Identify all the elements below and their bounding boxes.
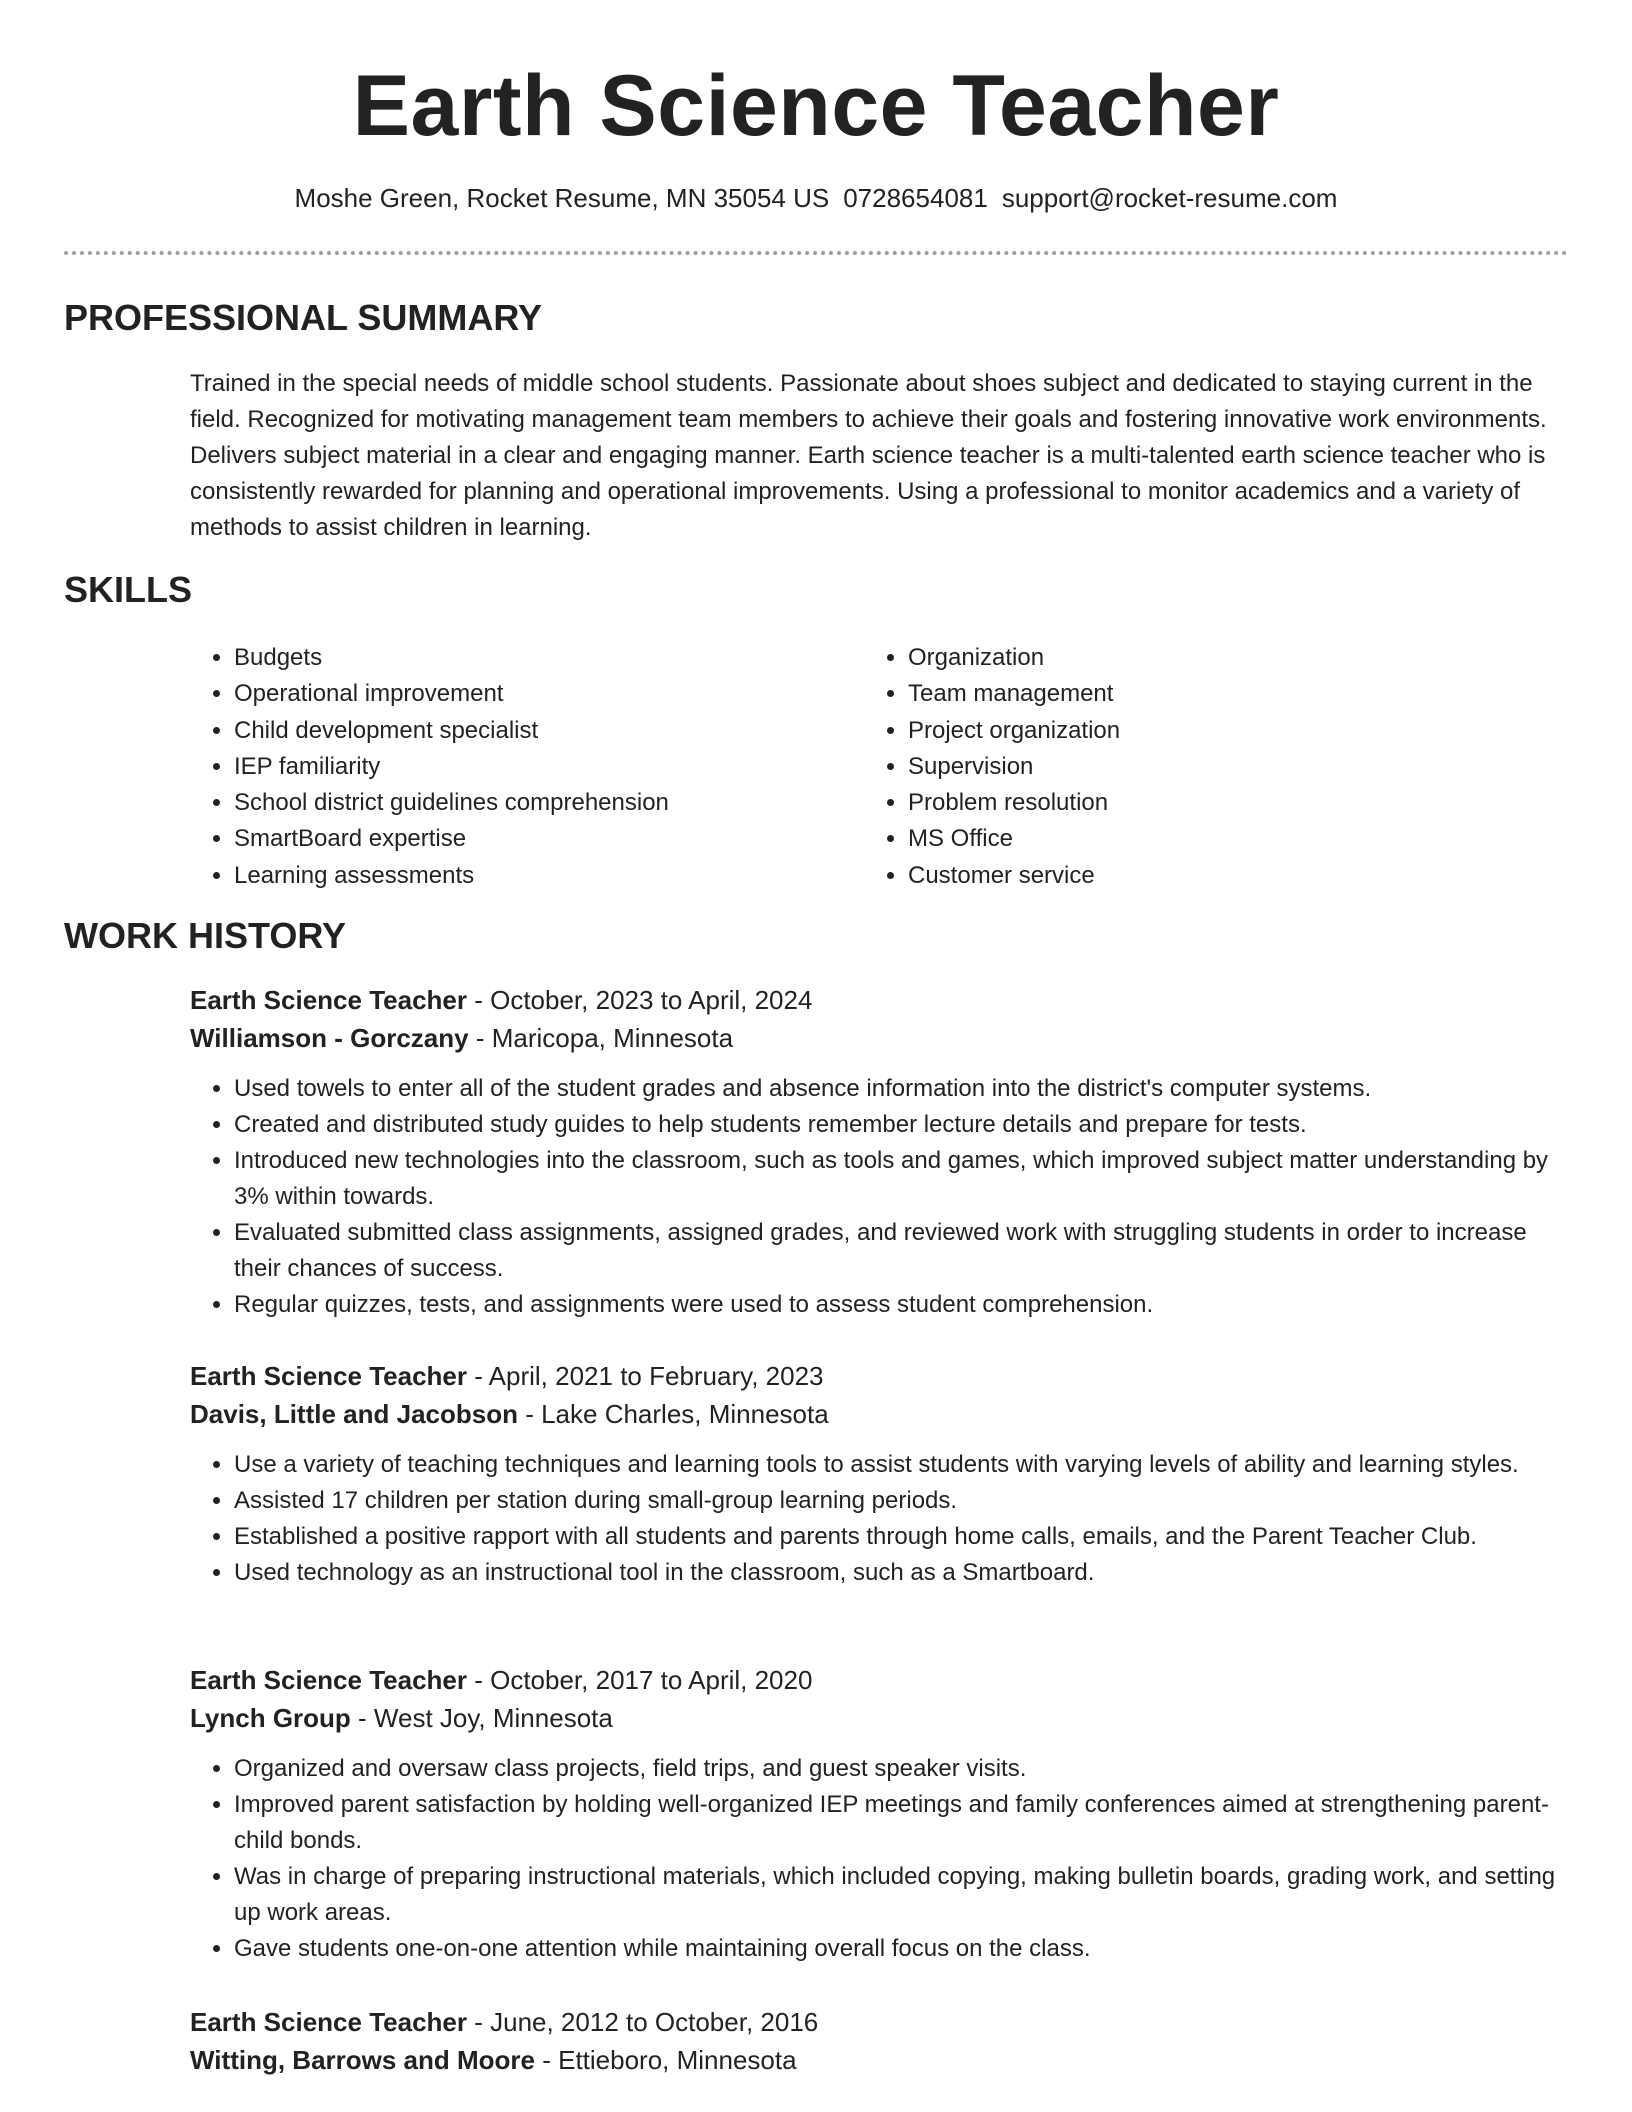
summary-text: Trained in the special needs of middle school students. Passionate about shoes subject and dedicated to staying current in the field. Recognized for motivating management team members to achieve their goals and fostering innovative work environments. Delivers subject material in a clear and engaging manner. Earth science teacher is a multi-talented earth science teacher who is consistently rewarded for planning and operational improvements. Using a professional to monitor academics and a variety of methods to assist children in learning. [190,370,1547,541]
skill-item: • Problem resolution [908,785,1120,821]
skill-item: • Customer service [908,858,1120,894]
job-company-line [190,2041,1570,2079]
skill-item: • Learning assessments [234,858,669,894]
job-bullet: • Was in charge of preparing instructional materials, which included copying, making bulletin boards, grading work, and setting up work areas. [234,1859,1574,1931]
resume-title: Earth Science Teacher [352,58,1280,154]
job-company-line [190,1699,1570,1737]
skill-item: • Team management [908,676,1120,712]
job-location: - Ettieboro, Minnesota [535,2045,797,2075]
skill-item: • IEP familiarity [234,749,669,785]
job-dates: - April, 2021 to February, 2023 [467,1361,824,1391]
job-company: Davis, Little and Jacobson [190,1399,518,1429]
job-title-line [190,2003,1570,2041]
job-dates: - October, 2017 to April, 2020 [467,1665,813,1695]
contact-email: support@rocket-resume.com [1001,183,1338,213]
job-entry [190,1661,1570,1967]
skill-item: • Supervision [908,749,1120,785]
skill-item: • Budgets [234,640,669,676]
job-role: Earth Science Teacher [190,1665,467,1695]
skill-item: • SmartBoard expertise [234,821,669,857]
job-role: Earth Science Teacher [190,985,467,1015]
job-bullet: • Use a variety of teaching techniques and learning tools to assist students with varying levels of ability and learning styles. [234,1447,1574,1483]
skills-list-left [190,640,669,894]
skills-heading: SKILLS [64,569,193,610]
job-bullet: • Used technology as an instructional tool in the classroom, such as a Smartboard. [234,1555,1574,1591]
job-title-line [190,1661,1570,1699]
job-role: Earth Science Teacher [190,1361,467,1391]
skill-item: • Project organization [908,713,1120,749]
job-dates: - June, 2012 to October, 2016 [467,2007,819,2037]
summary-heading: PROFESSIONAL SUMMARY [64,297,543,338]
job-entry [190,2003,1570,2079]
skills-list-right [864,640,1120,894]
job-title-line [190,1357,1570,1395]
job-bullet: • Assisted 17 children per station during small-group learning periods. [234,1483,1574,1519]
job-location: - Maricopa, Minnesota [468,1023,734,1053]
job-bullets [190,1071,1574,1323]
skill-item: • MS Office [908,821,1120,857]
job-entry [190,981,1570,1323]
skill-item: • Child development specialist [234,713,669,749]
work-history-heading: WORK HISTORY [64,915,347,956]
job-bullets [190,1447,1574,1591]
job-company-line [190,1019,1570,1057]
job-bullet: • Gave students one-on-one attention while maintaining overall focus on the class. [234,1931,1574,1967]
contact-phone: 0728654081 [843,183,988,213]
job-bullet: • Established a positive rapport with all students and parents through home calls, emails, and the Parent Teacher Club. [234,1519,1574,1555]
job-bullet: • Used towels to enter all of the student grades and absence information into the district's computer systems. [234,1071,1574,1107]
job-company: Witting, Barrows and Moore [190,2045,535,2075]
skill-item: • Organization [908,640,1120,676]
job-bullet: • Created and distributed study guides to help students remember lecture details and prepare for tests. [234,1107,1574,1143]
contact-address: Moshe Green, Rocket Resume, MN 35054 US [294,183,830,213]
job-role: Earth Science Teacher [190,2007,467,2037]
job-title-line [190,981,1570,1019]
job-bullet: • Evaluated submitted class assignments, assigned grades, and reviewed work with struggling students in order to increase their chances of success. [234,1215,1574,1287]
contact-line [0,180,1632,216]
job-bullet: • Regular quizzes, tests, and assignments were used to assess student comprehension. [234,1287,1574,1323]
header-divider [64,251,1568,255]
skill-item: • School district guidelines comprehension [234,785,669,821]
job-entry [190,1357,1570,1591]
job-bullet: • Organized and oversaw class projects, field trips, and guest speaker visits. [234,1751,1574,1787]
job-location: - West Joy, Minnesota [350,1703,613,1733]
job-dates: - October, 2023 to April, 2024 [467,985,813,1015]
job-bullets [190,1751,1574,1967]
job-bullet: • Improved parent satisfaction by holding well-organized IEP meetings and family conferences aimed at strengthening parent-child bonds. [234,1787,1574,1859]
job-company: Williamson - Gorczany [190,1023,469,1053]
job-company: Lynch Group [190,1703,351,1733]
job-bullet: • Introduced new technologies into the classroom, such as tools and games, which improved subject matter understanding by 3% within towards. [234,1143,1574,1215]
skill-item: • Operational improvement [234,676,669,712]
job-company-line [190,1395,1570,1433]
job-location: - Lake Charles, Minnesota [517,1399,829,1429]
